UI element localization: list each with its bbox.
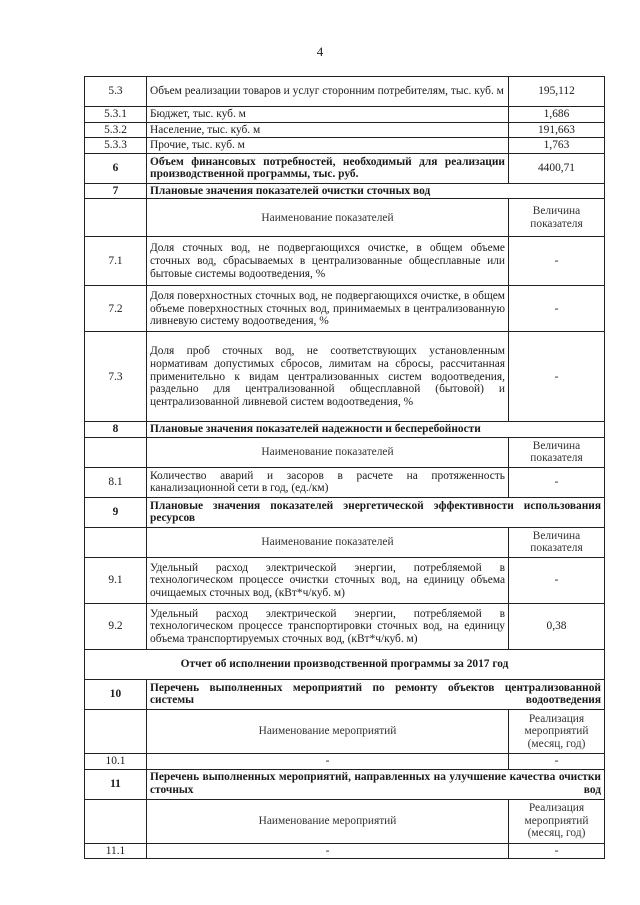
row-number: 7.1 — [85, 237, 147, 286]
row-number: 9.1 — [85, 557, 147, 603]
row-text: Население, тыс. куб. м — [147, 122, 509, 138]
row-text: Объем реализации товаров и услуг сторонним потребителям, тыс. куб. м — [147, 77, 509, 107]
table-row — [85, 467, 605, 497]
row-value: - — [509, 843, 605, 859]
header-row — [85, 709, 605, 753]
row-number: 9.2 — [85, 603, 147, 649]
row-text: Объем финансовых потребностей, необходимый для реализации производственной программы, тыс. руб. — [147, 153, 509, 183]
column-header-value: Величина показателя — [509, 437, 605, 467]
table-row — [85, 107, 605, 123]
table-row — [85, 603, 605, 649]
row-value: - — [509, 332, 605, 422]
table-row — [85, 153, 605, 183]
section-title: Плановые значения показателей энергетической эффективности использования ресурсов — [147, 497, 605, 527]
row-value: 4400,71 — [509, 153, 605, 183]
column-header-value: Величина показателя — [509, 527, 605, 557]
row-number: 5.3.2 — [85, 122, 147, 138]
section-title: Перечень выполненных мероприятий, направленных на улучшение качества очистки сточных вод — [147, 769, 605, 799]
row-value: 0,38 — [509, 603, 605, 649]
section-row — [85, 183, 605, 199]
table-row — [85, 77, 605, 107]
section-number: 10 — [85, 679, 147, 709]
row-text: Доля проб сточных вод, не соответствующих установленным нормативам допустимых сбросов, лимитам на сбросы, рассчитанная применительно к видам централизованных систем водоотведения, раздельно для централизованной общесплавной (бытовой) и централизованной ливневой систем водоотведения, % — [147, 332, 509, 422]
header-row — [85, 527, 605, 557]
section-title: Перечень выполненных мероприятий по ремонту объектов централизованной системы водоотведения — [147, 679, 605, 709]
row-number: 11.1 — [85, 843, 147, 859]
row-text: Количество аварий и засоров в расчете на протяженность канализационной сети в год, (ед./км) — [147, 467, 509, 497]
section-row — [85, 497, 605, 527]
row-value: - — [509, 237, 605, 286]
column-header-name: Наименование мероприятий — [147, 709, 509, 753]
row-text: Прочие, тыс. куб. м — [147, 138, 509, 154]
column-header-name: Наименование показателей — [147, 437, 509, 467]
section-number: 9 — [85, 497, 147, 527]
row-value: - — [509, 286, 605, 332]
row-number: 5.3.1 — [85, 107, 147, 123]
row-text: - — [147, 753, 509, 769]
row-text: - — [147, 843, 509, 859]
page-number: 4 — [316, 44, 324, 59]
row-text: Удельный расход электрической энергии, потребляемой в технологическом процессе транспортировки сточных вод, на единицу объема транспортируемых сточных вод, (кВт*ч/куб. м) — [147, 603, 509, 649]
column-header-value: Величина показателя — [509, 199, 605, 237]
row-number: 7.2 — [85, 286, 147, 332]
column-header-value: Реализация мероприятий (месяц, год) — [509, 709, 605, 753]
header-row — [85, 199, 605, 237]
row-value: 195,112 — [509, 77, 605, 107]
row-value: - — [509, 753, 605, 769]
table-row — [85, 286, 605, 332]
row-value: - — [509, 467, 605, 497]
row-number: 5.3.3 — [85, 138, 147, 154]
row-number: 6 — [85, 153, 147, 183]
header-row — [85, 799, 605, 843]
row-value: 1,686 — [509, 107, 605, 123]
column-header-name: Наименование показателей — [147, 527, 509, 557]
table-row — [85, 753, 605, 769]
section-row — [85, 422, 605, 438]
section-title: Плановые значения показателей очистки сточных вод — [147, 183, 605, 199]
section-number: 11 — [85, 769, 147, 799]
row-number: 5.3 — [85, 77, 147, 107]
row-value: - — [509, 557, 605, 603]
row-text: Удельный расход электрической энергии, потребляемой в технологическом процессе очистки сточных вод, на единицу объема очищаемых сточных вод, (кВт*ч/куб. м) — [147, 557, 509, 603]
section-number: 7 — [85, 183, 147, 199]
section-title: Плановые значения показателей надежности и бесперебойности — [147, 422, 605, 438]
table-row — [85, 332, 605, 422]
row-number: 8.1 — [85, 467, 147, 497]
row-text: Бюджет, тыс. куб. м — [147, 107, 509, 123]
table-row — [85, 237, 605, 286]
section-row — [85, 679, 605, 709]
section-number: 8 — [85, 422, 147, 438]
row-text: Доля сточных вод, не подвергающихся очистке, в общем объеме сточных вод, сбрасываемых в централизованные общесплавные или бытовые системы водоотведения, % — [147, 237, 509, 286]
column-header-name: Наименование мероприятий — [147, 799, 509, 843]
report-title: Отчет об исполнении производственной программы за 2017 год — [85, 649, 605, 679]
row-number: 7.3 — [85, 332, 147, 422]
row-number: 10.1 — [85, 753, 147, 769]
table-row — [85, 122, 605, 138]
section-row — [85, 769, 605, 799]
table-row — [85, 557, 605, 603]
header-row — [85, 437, 605, 467]
report-title-row — [85, 649, 605, 679]
table-row — [85, 138, 605, 154]
program-table — [84, 76, 605, 859]
table-row — [85, 843, 605, 859]
column-header-name: Наименование показателей — [147, 199, 509, 237]
column-header-value: Реализация мероприятий (месяц, год) — [509, 799, 605, 843]
row-value: 1,763 — [509, 138, 605, 154]
row-value: 191,663 — [509, 122, 605, 138]
row-text: Доля поверхностных сточных вод, не подвергающихся очистке, в общем объеме поверхностных сточных вод, принимаемых в централизованную ливневую систему водоотведения, % — [147, 286, 509, 332]
